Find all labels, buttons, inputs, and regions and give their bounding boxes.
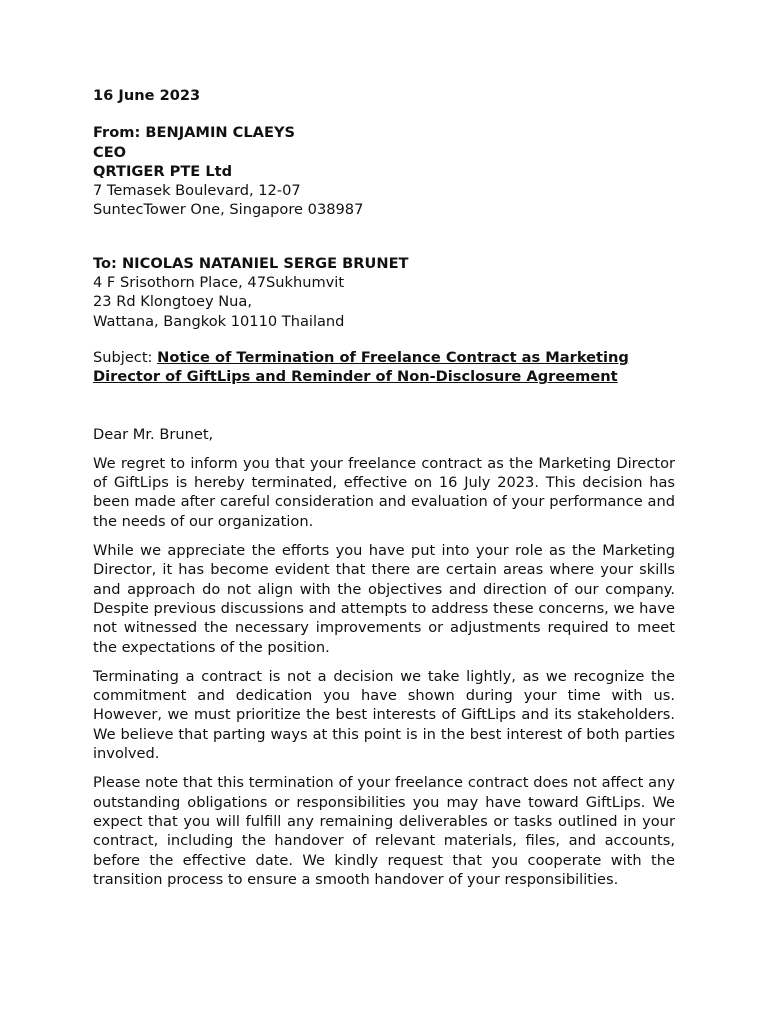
recipient-address-line1: 4 F Srisothorn Place, 47Sukhumvit bbox=[93, 274, 345, 292]
recipient-name: NICOLAS NATANIEL SERGE BRUNET bbox=[121, 254, 409, 272]
subject-label: Subject: bbox=[93, 348, 158, 366]
recipient-label: To: bbox=[93, 254, 122, 272]
subject-line1 bbox=[93, 348, 675, 367]
sender-block bbox=[93, 123, 675, 219]
body-paragraph-2: While we appreciate the efforts you have put into your role as the Marketing Director, it has become evident that there are certain areas where your skills and approach do not align with the objectives and direction of our company. Despite previous discussions and attempts to address these concerns, we have not witnessed the necessary improvements or adjustments required to meet the expectations of the position. bbox=[93, 542, 675, 656]
letter-date: 16 June 2023 bbox=[93, 87, 201, 104]
sender-name: BENJAMIN CLAEYS bbox=[145, 124, 296, 142]
salutation: Dear Mr. Brunet, bbox=[93, 425, 214, 443]
sender-label: From: bbox=[93, 124, 146, 142]
sender-title: CEO bbox=[93, 143, 127, 161]
body-paragraph-3: Terminating a contract is not a decision we take lightly, as we recognize the commitment and dedication you have shown during your time with us. However, we must prioritize the best interests of GiftLips and its stakeholders. We believe that parting ways at this point is in the best interest of both parties involved. bbox=[93, 667, 675, 763]
subject-title-part2: Director of GiftLips and Reminder of Non-Disclosure Agreement bbox=[93, 368, 618, 386]
recipient-name-line bbox=[93, 254, 675, 273]
sender-address-line2: SuntecTower One, Singapore 038987 bbox=[93, 201, 364, 219]
sender-address-line1: 7 Temasek Boulevard, 12-07 bbox=[93, 182, 301, 200]
subject-line2 bbox=[93, 367, 675, 386]
sender-name-line bbox=[93, 123, 675, 142]
letter-page bbox=[93, 86, 675, 899]
recipient-address-line3: Wattana, Bangkok 10110 Thailand bbox=[93, 312, 345, 330]
recipient-block bbox=[93, 254, 675, 331]
subject-title-part1: Notice of Termination of Freelance Contract as Marketing bbox=[157, 348, 629, 366]
body-paragraph-4: Please note that this termination of your freelance contract does not affect any outstanding obligations or responsibilities you may have toward GiftLips. We expect that you will fulfill any remaining deliverables or tasks outlined in your contract, including the handover of relevant materials, files, and accounts, before the effective date. We kindly request that you cooperate with the transition process to ensure a smooth handover of your responsibilities. bbox=[93, 774, 675, 888]
subject-block bbox=[93, 348, 675, 387]
body-paragraph-1: We regret to inform you that your freelance contract as the Marketing Director of GiftLips is hereby terminated, effective on 16 July 2023. This decision has been made after careful consideration and evaluation of your performance and the needs of our organization. bbox=[93, 454, 675, 530]
recipient-address-line2: 23 Rd Klongtoey Nua, bbox=[93, 293, 252, 311]
sender-company: QRTIGER PTE Ltd bbox=[93, 162, 233, 180]
